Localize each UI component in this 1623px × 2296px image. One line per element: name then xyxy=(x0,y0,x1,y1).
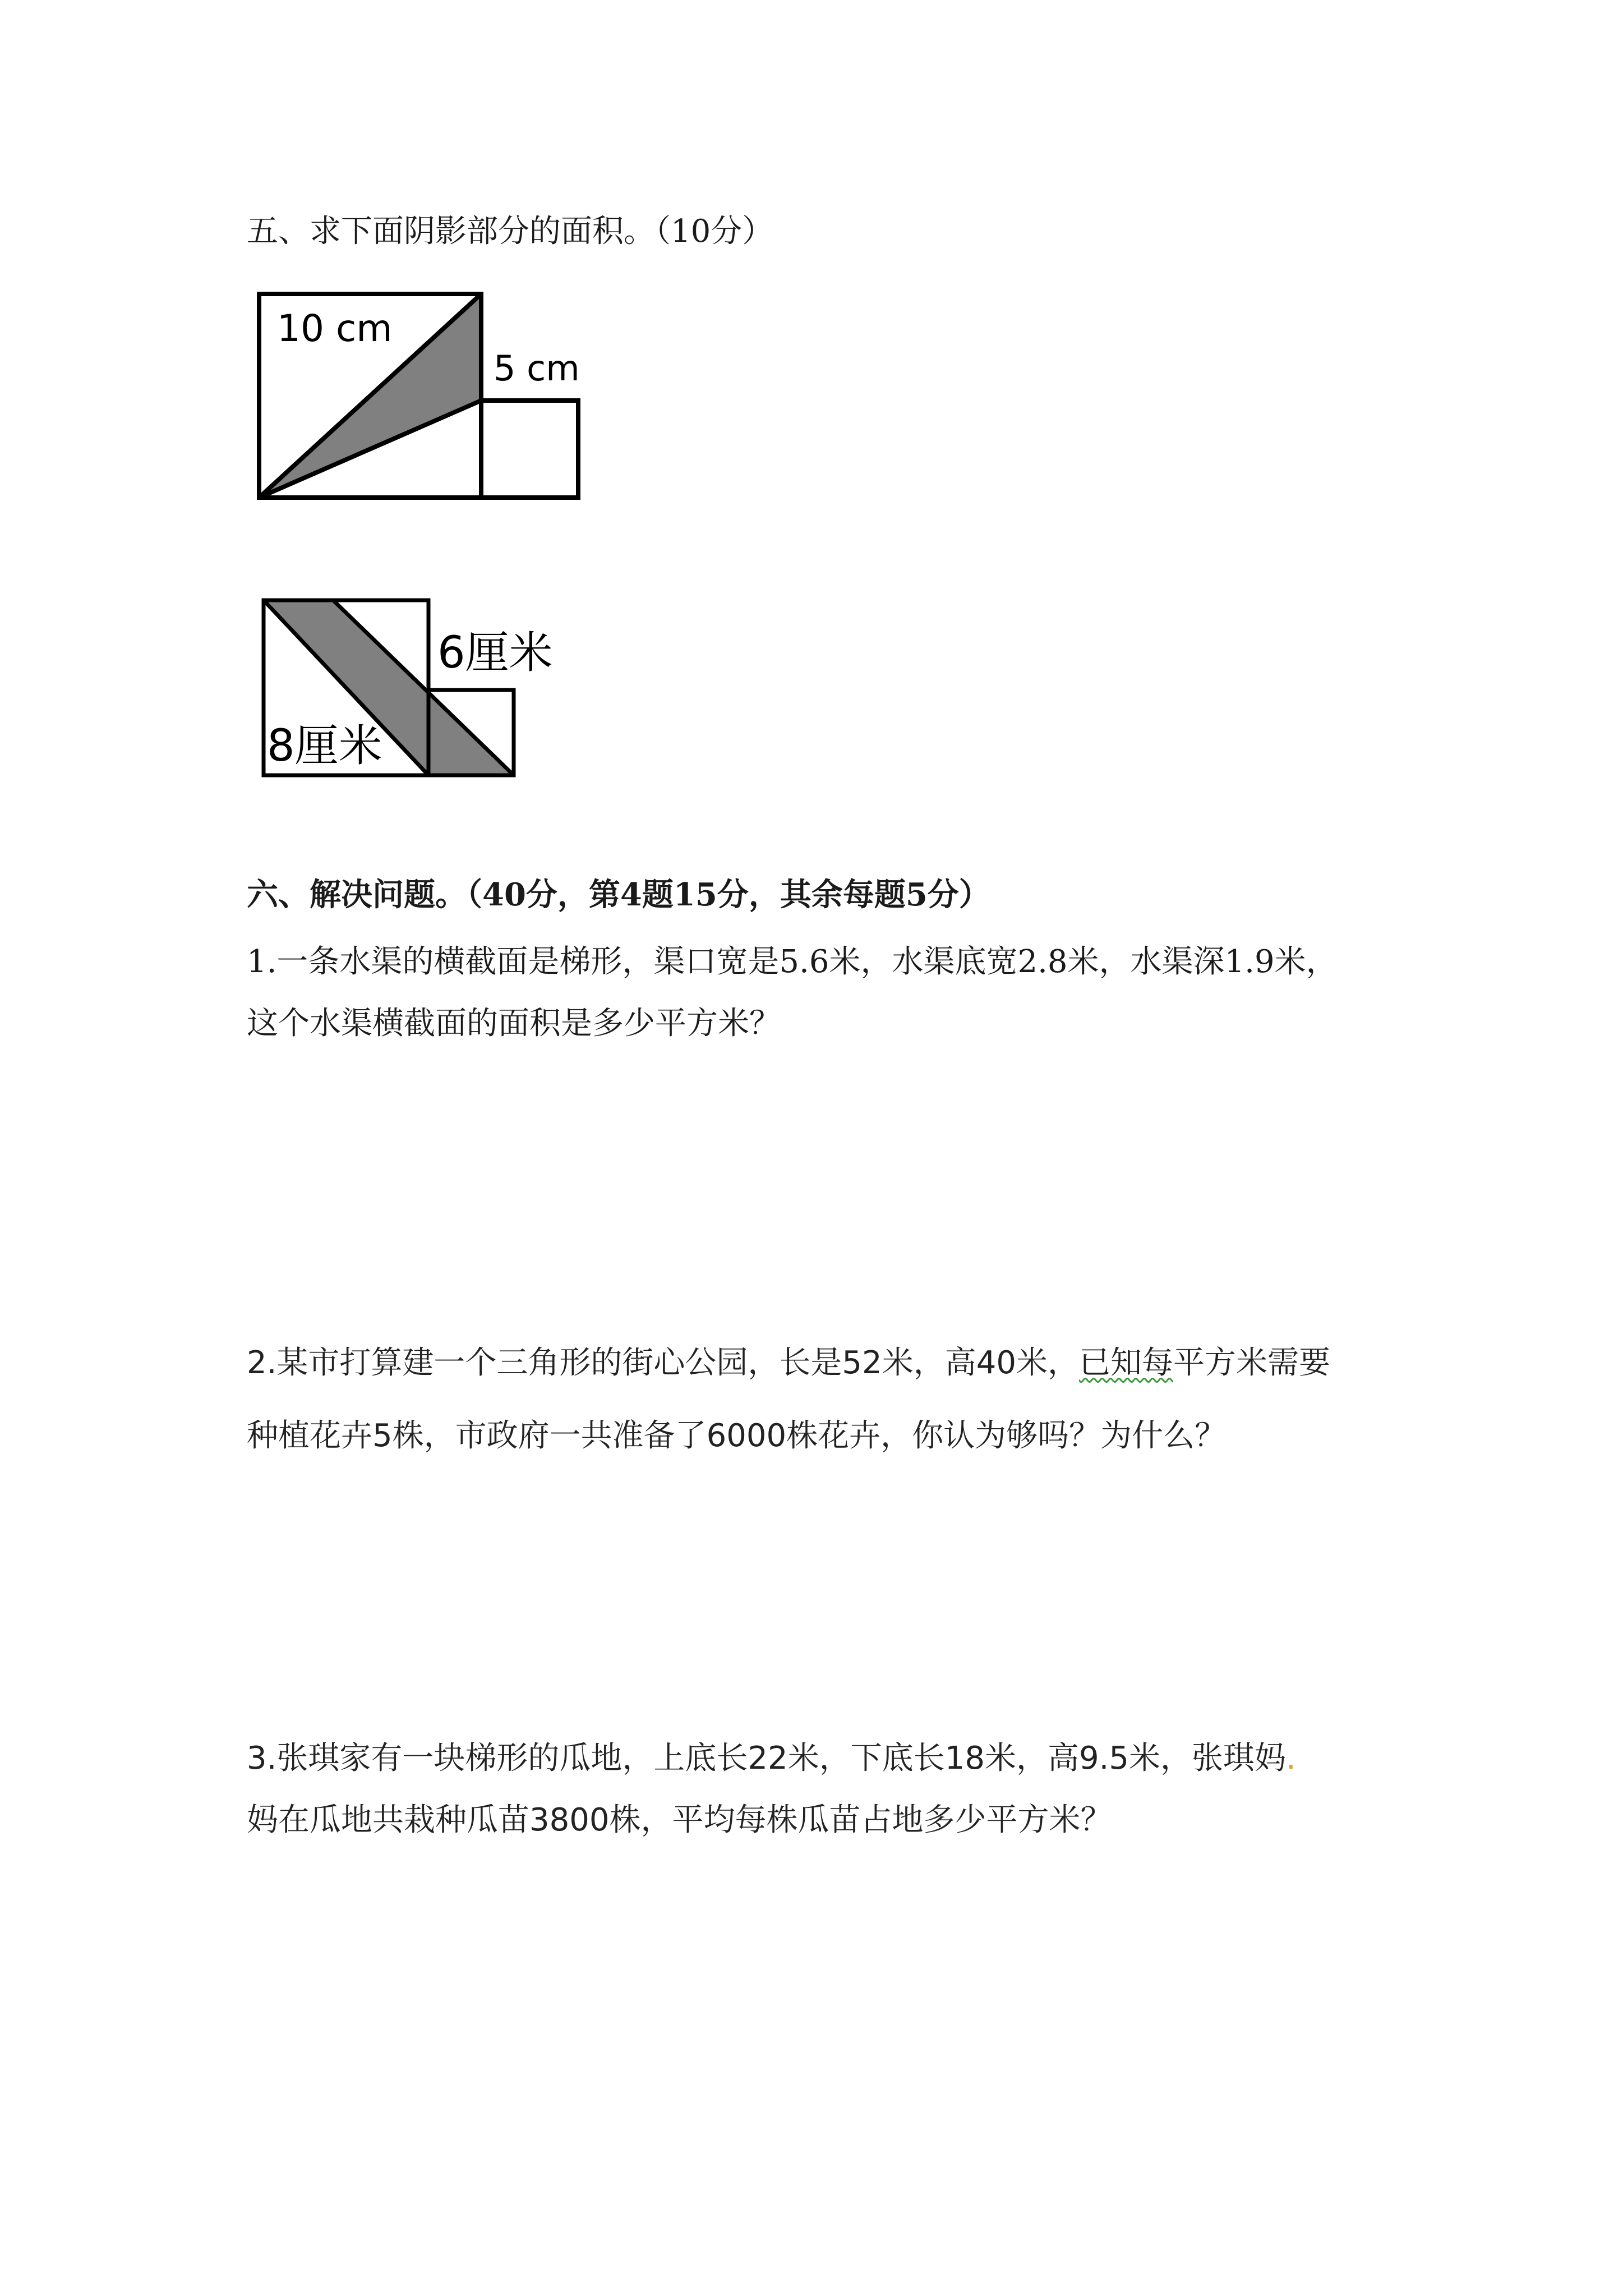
q3-orange-mark: . xyxy=(1286,1740,1296,1777)
section-6-heading: 六、解决问题。（40分，第4题15分，其余每题5分） xyxy=(247,876,990,913)
question-3-line-1 xyxy=(247,1739,1296,1778)
small-square xyxy=(481,401,578,498)
figure-rect-squares-cm xyxy=(252,286,600,510)
label-6cm: 6厘米 xyxy=(437,628,553,678)
question-2-line-1 xyxy=(247,1343,1330,1383)
label-10cm: 10 cm xyxy=(277,307,393,350)
label-5cm: 5 cm xyxy=(494,348,580,389)
question-1-line-2: 这个水渠横截面的面积是多少平方米？ xyxy=(247,1005,781,1042)
question-1-line-1: 1.一条水渠的横截面是梯形，渠口宽是5.6米，水渠底宽2.8米，水渠深1.9米， xyxy=(247,944,1338,980)
section-5-heading: 五、求下面阴影部分的面积。（10分） xyxy=(247,213,774,250)
question-3-line-2: 妈在瓜地共栽种瓜苗3800株，平均每株瓜苗占地多少平方米？ xyxy=(247,1802,1112,1838)
question-2-line-2: 种植花卉5株，市政府一共准备了6000株花卉，你认为够吗？为什么？ xyxy=(247,1418,1227,1454)
q3-text-a: 3.张琪家有一块梯形的瓜地，上底长22米，下底长18米，高9.5米，张琪妈 xyxy=(247,1740,1287,1777)
figure-squares-cm-chinese xyxy=(258,595,583,785)
label-8cm: 8厘米 xyxy=(267,721,382,771)
q2-text-wavy: 已知每 xyxy=(1078,1345,1173,1381)
q2-text-a: 2.某市打算建一个三角形的街心公园，长是52米，高40米， xyxy=(247,1345,1079,1381)
q2-text-c: 平方米需要 xyxy=(1173,1345,1330,1381)
